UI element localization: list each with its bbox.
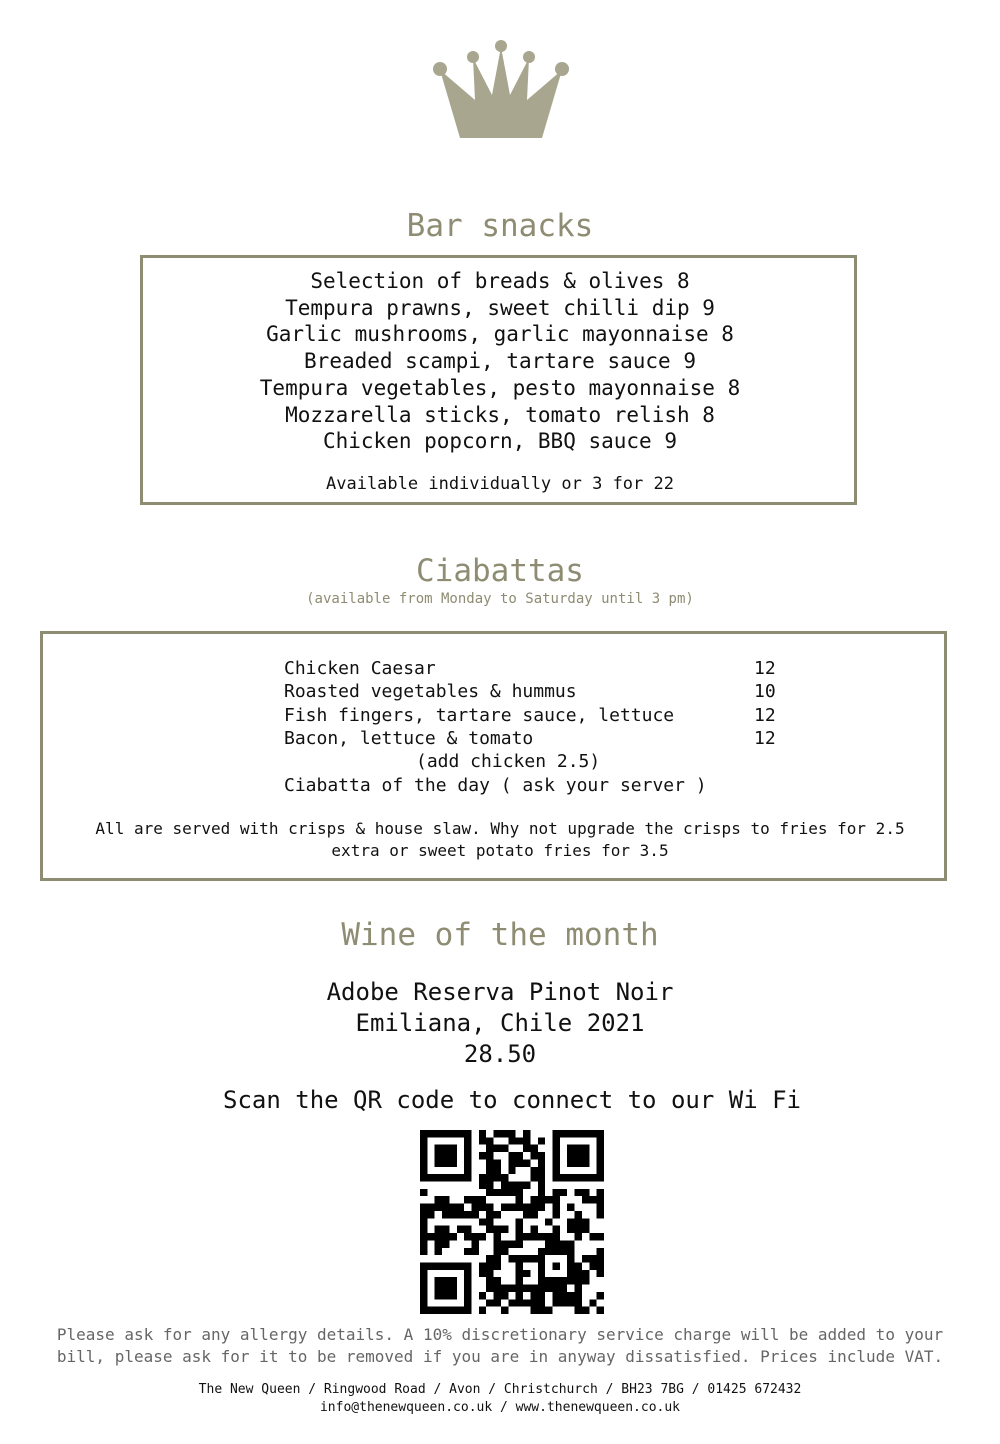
item-name: Bacon, lettuce & tomato (284, 728, 534, 749)
list-item: Selection of breads & olives 8 (310, 269, 690, 293)
list-item: Mozzarella sticks, tomato relish 8 (285, 402, 715, 427)
bar-snacks-title: Bar snacks (406, 208, 594, 244)
bar-snacks-list (0, 268, 1000, 455)
ciabattas-title: Ciabattas (416, 553, 584, 589)
wine-origin: Emiliana, Chile 2021 (355, 1009, 645, 1037)
bar-snacks-note: Available individually or 3 for 22 (326, 474, 674, 494)
wine-name: Adobe Reserva Pinot Noir (326, 978, 674, 1006)
item-name: Roasted vegetables & hummus (284, 681, 577, 702)
notice-line: bill, please ask for it to be removed if you are in anyway dissatisfied. Prices include VAT. (56, 1347, 944, 1366)
wifi-text: Scan the QR code to connect to our Wi Fi (223, 1086, 801, 1114)
allergy-notice (0, 1324, 1000, 1368)
list-item: Chicken popcorn, BBQ sauce 9 (322, 429, 677, 454)
wine-price: 28.50 (463, 1040, 537, 1068)
notice-line: Please ask for any allergy details. A 10% discretionary service charge will be added to your (56, 1325, 944, 1344)
item-price: 12 (754, 728, 776, 749)
ciabattas-subtitle: (available from Monday to Saturday until 3 pm) (306, 591, 694, 607)
qr-code-icon[interactable] (420, 1130, 604, 1314)
table-row (284, 704, 784, 728)
item-name: Fish fingers, tartare sauce, lettuce (284, 705, 675, 726)
note-line: All are served with crisps & house slaw. Why not upgrade the crisps to fries for 2.5 (95, 819, 905, 838)
footer-contact-block (0, 1381, 1000, 1417)
item-name: Chicken Caesar (284, 658, 436, 679)
table-row (284, 727, 784, 751)
list-item: Tempura prawns, sweet chilli dip 9 (285, 295, 715, 320)
list-item: Breaded scampi, tartare sauce 9 (304, 349, 696, 374)
note-line: extra or sweet potato fries for 3.5 (331, 841, 669, 860)
table-row (284, 657, 784, 681)
list-item: Garlic mushrooms, garlic mayonnaise 8 (266, 322, 734, 347)
crown-icon (430, 40, 572, 142)
list-item: Tempura vegetables, pesto mayonnaise 8 (259, 375, 741, 400)
item-price: 12 (754, 658, 776, 679)
wine-details (0, 977, 1000, 1070)
wine-title: Wine of the month (341, 917, 659, 953)
item-price: 12 (754, 705, 776, 726)
footer-address: The New Queen / Ringwood Road / Avon / Christchurch / BH23 7BG / 01425 672432 (198, 1382, 802, 1397)
ciabattas-addon: (add chicken 2.5) (416, 751, 601, 772)
ciabattas-special: Ciabatta of the day ( ask your server ) (284, 775, 707, 796)
table-row (284, 680, 784, 704)
ciabattas-note (0, 818, 1000, 862)
footer-contact: info@thenewqueen.co.uk / www.thenewqueen.co.uk (319, 1400, 681, 1415)
item-price: 10 (754, 681, 776, 702)
